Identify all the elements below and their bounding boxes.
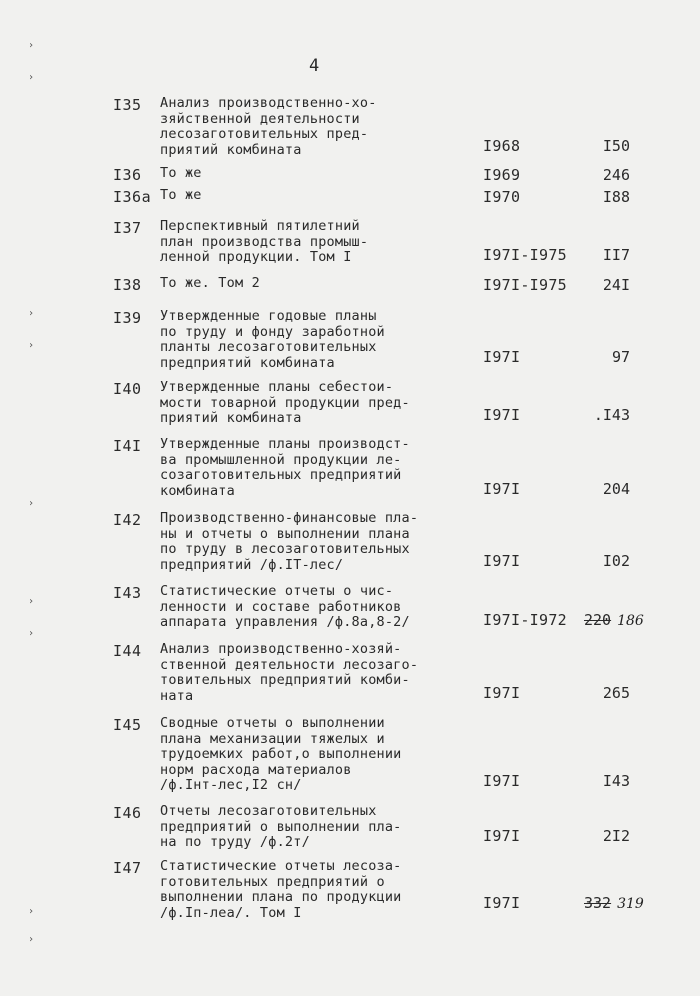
item-number: I46 xyxy=(113,804,142,822)
binding-mark: › xyxy=(28,628,35,639)
item-count: I43 xyxy=(602,772,630,790)
item-description: Утвержденные годовые планы по труду и фонду заработной планты лесозаготовительных предприятий комбината xyxy=(160,308,385,371)
item-count: I02 xyxy=(602,552,630,570)
item-count: 246 xyxy=(602,166,630,184)
item-count: 265 xyxy=(602,684,630,702)
item-description: Статистические отчеты лесоза- готовительных предприятий о выполнении плана по продукции /ф.Iп-леа/. Том I xyxy=(160,858,402,921)
item-count: I50 xyxy=(602,137,630,155)
binding-mark: › xyxy=(28,596,35,607)
item-years: I97I xyxy=(483,827,521,845)
item-number: I36а xyxy=(113,188,152,206)
item-number: I40 xyxy=(113,380,142,398)
binding-mark: › xyxy=(28,934,35,945)
item-number: I44 xyxy=(113,642,142,660)
item-number: I35 xyxy=(113,96,142,114)
item-count: 24I xyxy=(602,276,630,294)
item-years: I97I-I975 xyxy=(483,276,567,294)
item-years: I97I xyxy=(483,480,521,498)
item-years: I97I xyxy=(483,684,521,702)
item-number: I4I xyxy=(113,437,142,455)
item-years: I97I xyxy=(483,348,521,366)
item-years: I97I-I975 xyxy=(483,246,567,264)
item-years: I969 xyxy=(483,166,521,184)
binding-mark: › xyxy=(28,906,35,917)
item-years: I97I-I972 xyxy=(483,611,567,629)
item-years: I970 xyxy=(483,188,521,206)
item-years: I97I xyxy=(483,552,521,570)
item-years: I97I xyxy=(483,894,521,912)
item-description: Анализ производственно-хо- зяйственной деятельности лесозаготовительных пред- приятий комбината xyxy=(160,95,377,158)
item-count: 332 xyxy=(584,894,612,912)
item-count: .I43 xyxy=(593,406,630,424)
item-count: I88 xyxy=(602,188,630,206)
item-description: Перспективный пятилетний план производства промыш- ленной продукции. Том I xyxy=(160,218,369,265)
item-count-cell xyxy=(584,894,674,912)
item-description: Отчеты лесозаготовительных предприятий о выполнении пла- на по труду /ф.2т/ xyxy=(160,803,402,850)
item-count-cell xyxy=(584,611,674,629)
item-description: Сводные отчеты о выполнении плана механизации тяжелых и трудоемких работ,о выполнении норм расхода материалов /ф.Iнт-лес,I2 сн/ xyxy=(160,715,402,793)
item-number: I38 xyxy=(113,276,142,294)
item-description: То же. Том 2 xyxy=(160,275,260,291)
item-number: I47 xyxy=(113,859,142,877)
item-description: Утвержденные планы производст- ва промышленной продукции ле- созаготовительных предприятий комбината xyxy=(160,436,410,499)
item-number: I45 xyxy=(113,716,142,734)
item-count-handwritten: 319 xyxy=(617,896,644,912)
item-description: Производственно-финансовые пла- ны и отчеты о выполнении плана по труду в лесозаготовительных предприятий /ф.IТ-лес/ xyxy=(160,510,419,573)
item-description: Статистические отчеты о чис- ленности и составе работников аппарата управления /ф.8а,8-2/ xyxy=(160,583,410,630)
item-description: Утвержденные планы себестои- мости товарной продукции пред- приятий комбината xyxy=(160,379,410,426)
item-number: I36 xyxy=(113,166,142,184)
item-number: I43 xyxy=(113,584,142,602)
item-description: То же xyxy=(160,165,202,181)
binding-mark: › xyxy=(28,308,35,319)
item-count: 97 xyxy=(611,348,630,366)
item-number: I39 xyxy=(113,309,142,327)
binding-mark: › xyxy=(28,72,35,83)
binding-mark: › xyxy=(28,498,35,509)
item-years: I97I xyxy=(483,772,521,790)
item-count: 204 xyxy=(602,480,630,498)
item-count-handwritten: 186 xyxy=(617,613,644,629)
item-count: 2I2 xyxy=(602,827,630,845)
binding-mark: › xyxy=(28,40,35,51)
page-number: 4 xyxy=(309,56,320,76)
item-years: I968 xyxy=(483,137,521,155)
binding-mark: › xyxy=(28,340,35,351)
item-description: То же xyxy=(160,187,202,203)
item-description: Анализ производственно-хозяй- ственной деятельности лесозаго- товительных предприятий комби- ната xyxy=(160,641,419,704)
item-number: I37 xyxy=(113,219,142,237)
item-number: I42 xyxy=(113,511,142,529)
item-count: 220 xyxy=(584,611,612,629)
item-years: I97I xyxy=(483,406,521,424)
item-count: II7 xyxy=(602,246,630,264)
